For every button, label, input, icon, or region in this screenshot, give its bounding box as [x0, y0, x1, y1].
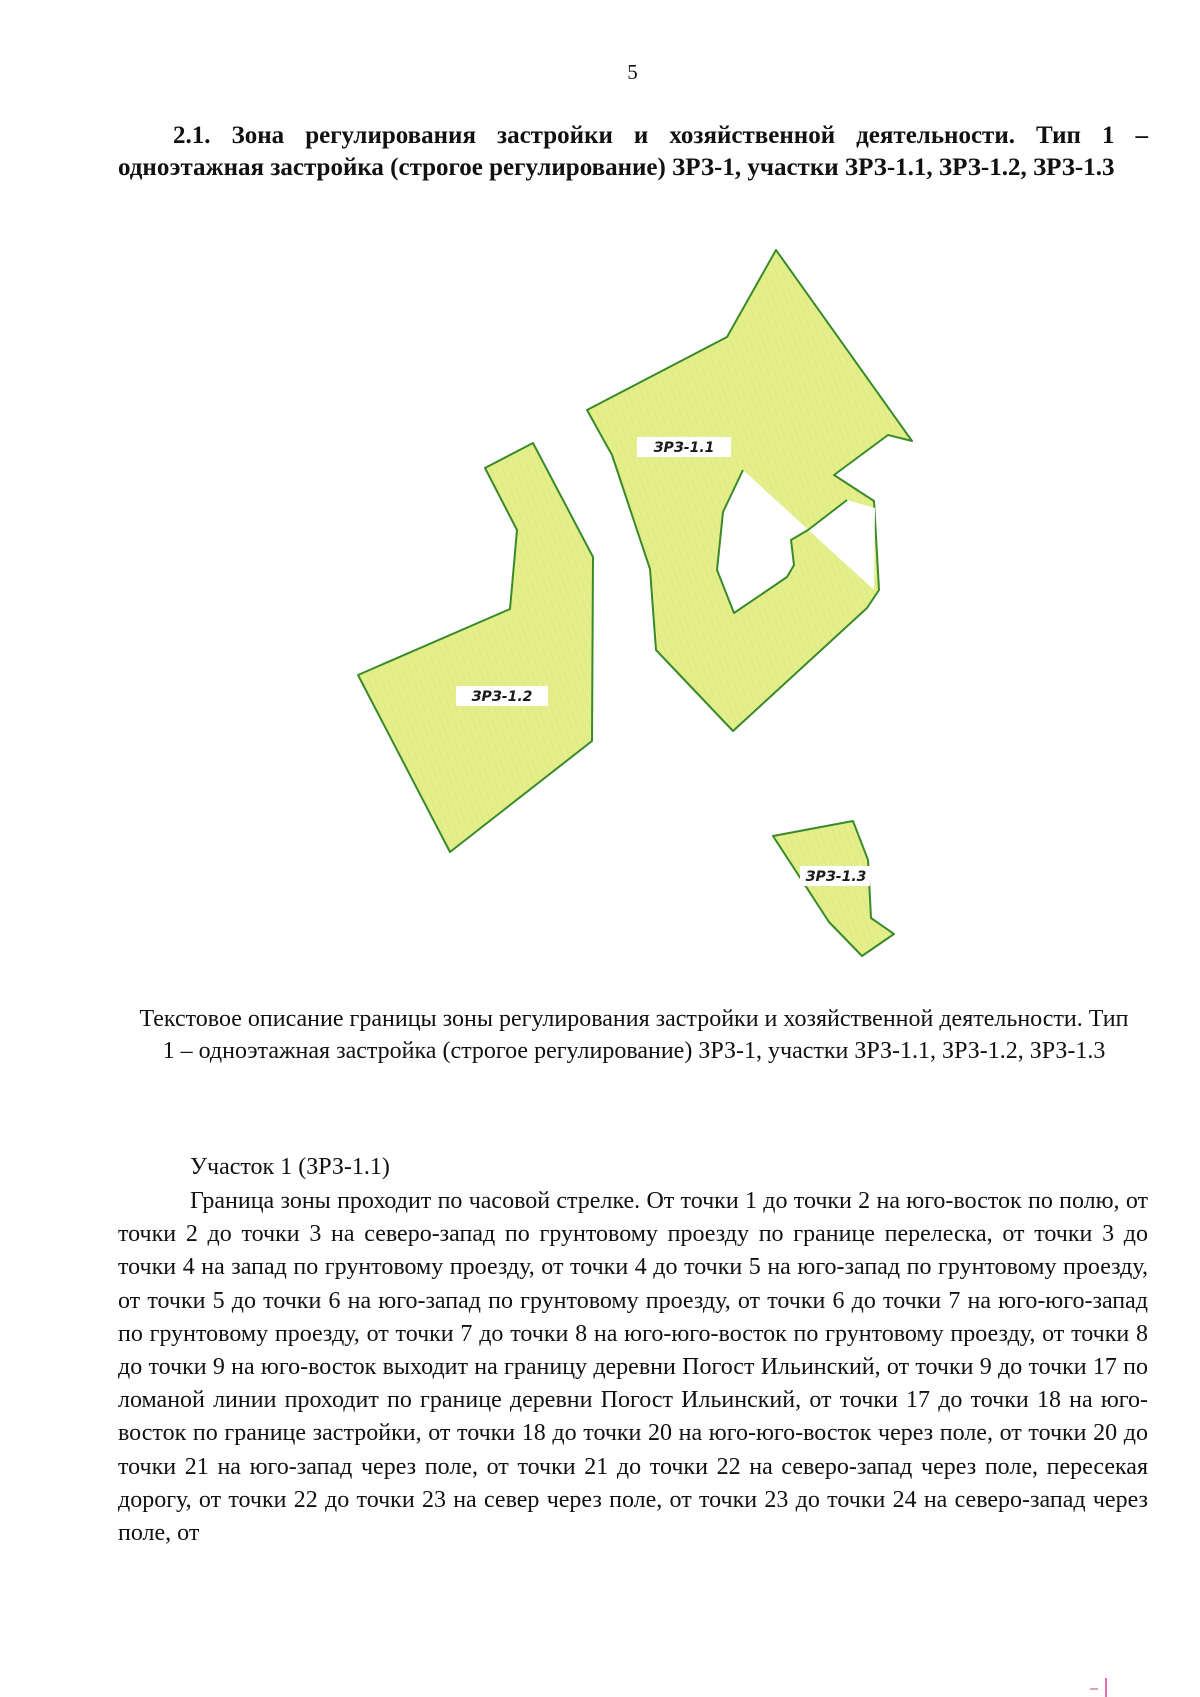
zone-label-1-2: ЗРЗ-1.2 [471, 689, 533, 705]
zone-1-3-polygon [773, 821, 894, 956]
map-caption: Текстовое описание границы зоны регулирования застройки и хозяйственной деятельности. Тип 1 – одноэтажная застройка (строгое регулирование) ЗРЗ-1, участки ЗРЗ-1.1, ЗРЗ-1.2, ЗРЗ-1.3 [139, 1006, 1129, 1064]
edge-mark [1105, 1678, 1107, 1697]
page-number: 5 [627, 60, 638, 84]
zone-label-1-3: ЗРЗ-1.3 [805, 869, 867, 885]
section-title: Участок 1 (ЗРЗ-1.1) [190, 1154, 390, 1180]
section-body-text: Граница зоны проходит по часовой стрелке. От точки 1 до точки 2 на юго-восток по полю, от точки 2 до точки 3 на северо-запад по грунтовому проезду по границе перелеска, от точки 3 до точки 4 на запад по грунтовому проезду, от точки 4 до точки 5 на юго-запад по грунтовому проезду, от точки 5 до точки 6 на юго-запад по грунтовому проезду, от точки 6 до точки 7 на юго-юго-запад по грунтовому проезду, от точки 7 до точки 8 на юго-юго-восток по грунтовому проезду, от точки 8 до точки 9 на юго-восток выходит на границу деревни Погост Ильинский, от точки 9 до точки 17 по ломаной линии проходит по границе деревни Погост Ильинский, от точки 17 до точки 18 на юго-восток по границе застройки, от точки 18 до точки 20 на юго-юго-восток через поле, от точки 20 до точки 21 на юго-запад через поле, от точки 21 до точки 22 на северо-запад через поле, пересекая дорогу, от точки 22 до точки 23 на север через поле, от точки 23 до точки 24 на северо-запад через поле, от [118, 1188, 1148, 1547]
section-heading: 2.1. Зона регулирования застройки и хозяйственной деятельности. Тип 1 – одноэтажная застройка (строгое регулирование) ЗРЗ-1, участки ЗРЗ-1.1, ЗРЗ-1.2, ЗРЗ-1.3 [118, 122, 1148, 181]
zone-label-1-1: ЗРЗ-1.1 [653, 440, 715, 456]
edge-mark-secondary [1090, 1688, 1098, 1690]
zone-1-2-polygon [358, 443, 593, 852]
